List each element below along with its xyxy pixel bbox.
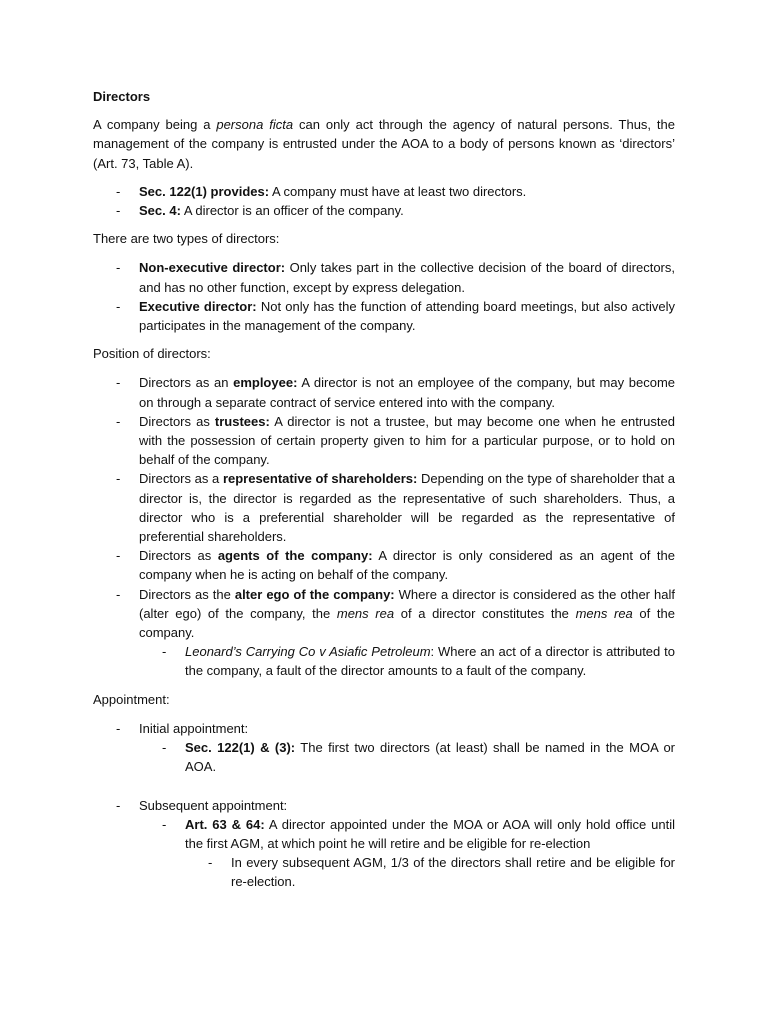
list-item: - Directors as trustees: A director is not a trustee, but may become one when he entrusted with the possession of certain property given to him for a particular purpose, or to hold on behalf of the company. (93, 412, 675, 470)
list-item: - Subsequent appointment: - Art. 63 & 64: A director appointed under the MOA or AOA will only hold office until the first AGM, at which point he will retire and be eligible for re-election - In every subsequent AGM, 1/3 of the directors shall retire and be eligible for re-election. (93, 796, 675, 892)
types-label: There are two types of directors: (93, 231, 280, 247)
appointment-list (93, 719, 675, 892)
position-label: Position of directors: (93, 346, 211, 362)
case-list (139, 642, 675, 680)
position-list (93, 373, 675, 680)
list-item: - Art. 63 & 64: A director appointed under the MOA or AOA will only hold office until the first AGM, at which point he will retire and be eligible for re-election - In every subsequent AGM, 1/3 of the directors shall retire and be eligible for re-election. (139, 815, 675, 892)
list-item: - Sec. 122(1) provides: A company must have at least two directors. (93, 182, 675, 201)
list-item: - Sec. 122(1) & (3): The first two directors (at least) shall be named in the MOA or AOA. (139, 738, 675, 776)
page-title: Directors (93, 89, 151, 104)
list-item: - Non-executive director: Only takes part in the collective decision of the board of directors, and has no other function, except by express delegation. (93, 258, 675, 296)
document-page (93, 87, 675, 901)
intro-paragraph: A company being a persona ficta can only act through the agency of natural persons. Thus, the management of the company is entrusted under the AOA to a body of persons known as ‘directors’ (Art. 73, Table A). (93, 117, 675, 171)
subsequent-sub-list (139, 815, 675, 892)
list-item: - Directors as the alter ego of the company: Where a director is considered as the other half (alter ego) of the company, the mens rea of a director constitutes the mens rea of the company. - Leonard’s Carrying Co v Asiafic Petroleum: Where an act of a director is attributed to the company, a fault of the director amounts to a fault of the company. (93, 585, 675, 681)
list-item: - Directors as agents of the company: A director is only considered as an agent of the company when he is acting on behalf of the company. (93, 546, 675, 584)
list-item: - Directors as an employee: A director is not an employee of the company, but may become on through a separate contract of service entered into with the company. (93, 373, 675, 411)
list-item: - Initial appointment: - Sec. 122(1) & (3): The first two directors (at least) shall be named in the MOA or AOA. (93, 719, 675, 777)
appointment-label: Appointment: (93, 691, 170, 707)
initial-sub-list (139, 738, 675, 776)
director-types-list (93, 258, 675, 335)
list-item: - Directors as a representative of shareholders: Depending on the type of shareholder that a director is, the director is regarded as the representative of such shareholders. Thus, a director who is a preferential shareholder will be regarded as the representative of preferential shareholders. (93, 469, 675, 546)
list-item: - Sec. 4: A director is an officer of the company. (93, 201, 675, 220)
case-name: Leonard’s Carrying Co v Asiafic Petroleum (185, 644, 431, 660)
agm-sub-list (185, 853, 675, 891)
persona-ficta-term: persona ficta (216, 117, 294, 133)
list-item: - Executive director: Not only has the function of attending board meetings, but also actively participates in the management of the company. (93, 297, 675, 335)
section-list (93, 182, 675, 220)
case-item: - Leonard’s Carrying Co v Asiafic Petroleum: Where an act of a director is attributed to the company, a fault of the director amounts to a fault of the company. (139, 642, 675, 680)
list-item: - In every subsequent AGM, 1/3 of the directors shall retire and be eligible for re-election. (185, 853, 675, 891)
